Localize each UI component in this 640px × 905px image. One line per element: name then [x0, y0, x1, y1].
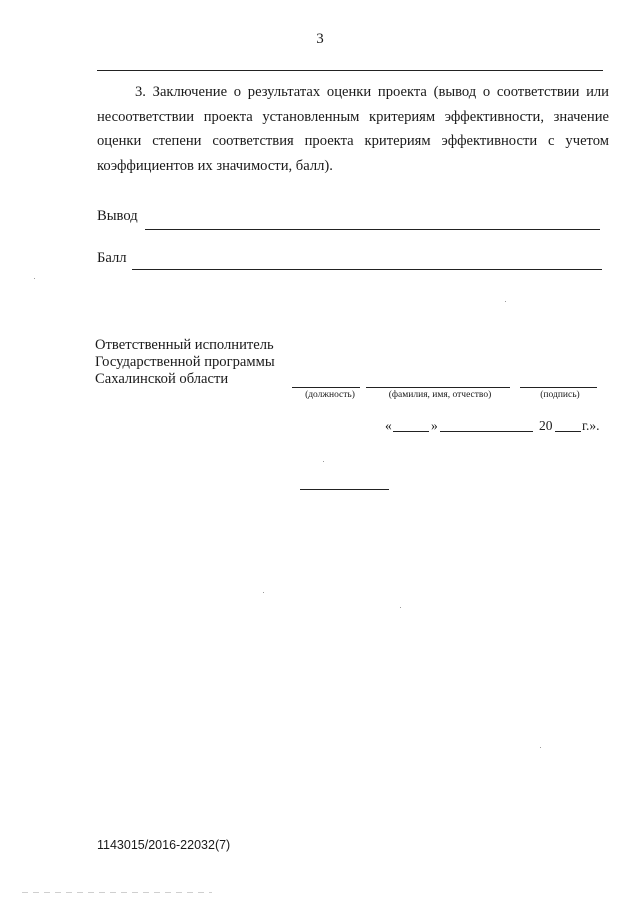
signature-role-line2: Государственной программы	[95, 354, 275, 370]
signature-line	[520, 387, 597, 388]
scan-speck	[540, 747, 541, 748]
section-text: 3. Заключение о результатах оценки проекта (вывод о соответствии или несоответствии проекта установленным критериям эффективности, значение оценки степени соответствия проекта критериям эффективности с учетом коэффициентов их значимости, балл).	[97, 84, 609, 174]
scan-speck	[505, 301, 506, 302]
year-blank	[555, 431, 581, 432]
position-line	[292, 387, 360, 388]
day-blank	[393, 431, 429, 432]
section-paragraph	[97, 80, 609, 178]
month-blank	[440, 431, 533, 432]
scan-speck	[263, 592, 264, 593]
page-number: 3	[316, 31, 324, 47]
top-divider	[97, 70, 603, 71]
conclusion-label: Вывод	[97, 208, 138, 224]
score-label: Балл	[97, 250, 127, 266]
position-caption: (должность)	[305, 390, 355, 400]
date-close-quote: »	[431, 418, 438, 433]
fullname-line	[366, 387, 510, 388]
scan-edge-artifact	[22, 892, 212, 893]
signature-caption: (подпись)	[540, 390, 580, 400]
date-open-quote: «	[385, 418, 392, 433]
scan-speck	[323, 461, 324, 462]
signature-role-line1: Ответственный исполнитель	[95, 337, 274, 353]
scan-speck	[34, 278, 35, 279]
year-suffix: г.».	[582, 418, 600, 433]
fullname-caption: (фамилия, имя, отчество)	[388, 390, 492, 400]
conclusion-line	[145, 229, 600, 230]
scan-speck	[400, 607, 401, 608]
closing-rule	[300, 489, 389, 490]
signature-role-line3: Сахалинской области	[95, 371, 229, 387]
year-prefix: 20	[539, 418, 553, 433]
document-id: 1143015/2016-22032(7)	[97, 838, 231, 852]
score-line	[132, 269, 602, 270]
